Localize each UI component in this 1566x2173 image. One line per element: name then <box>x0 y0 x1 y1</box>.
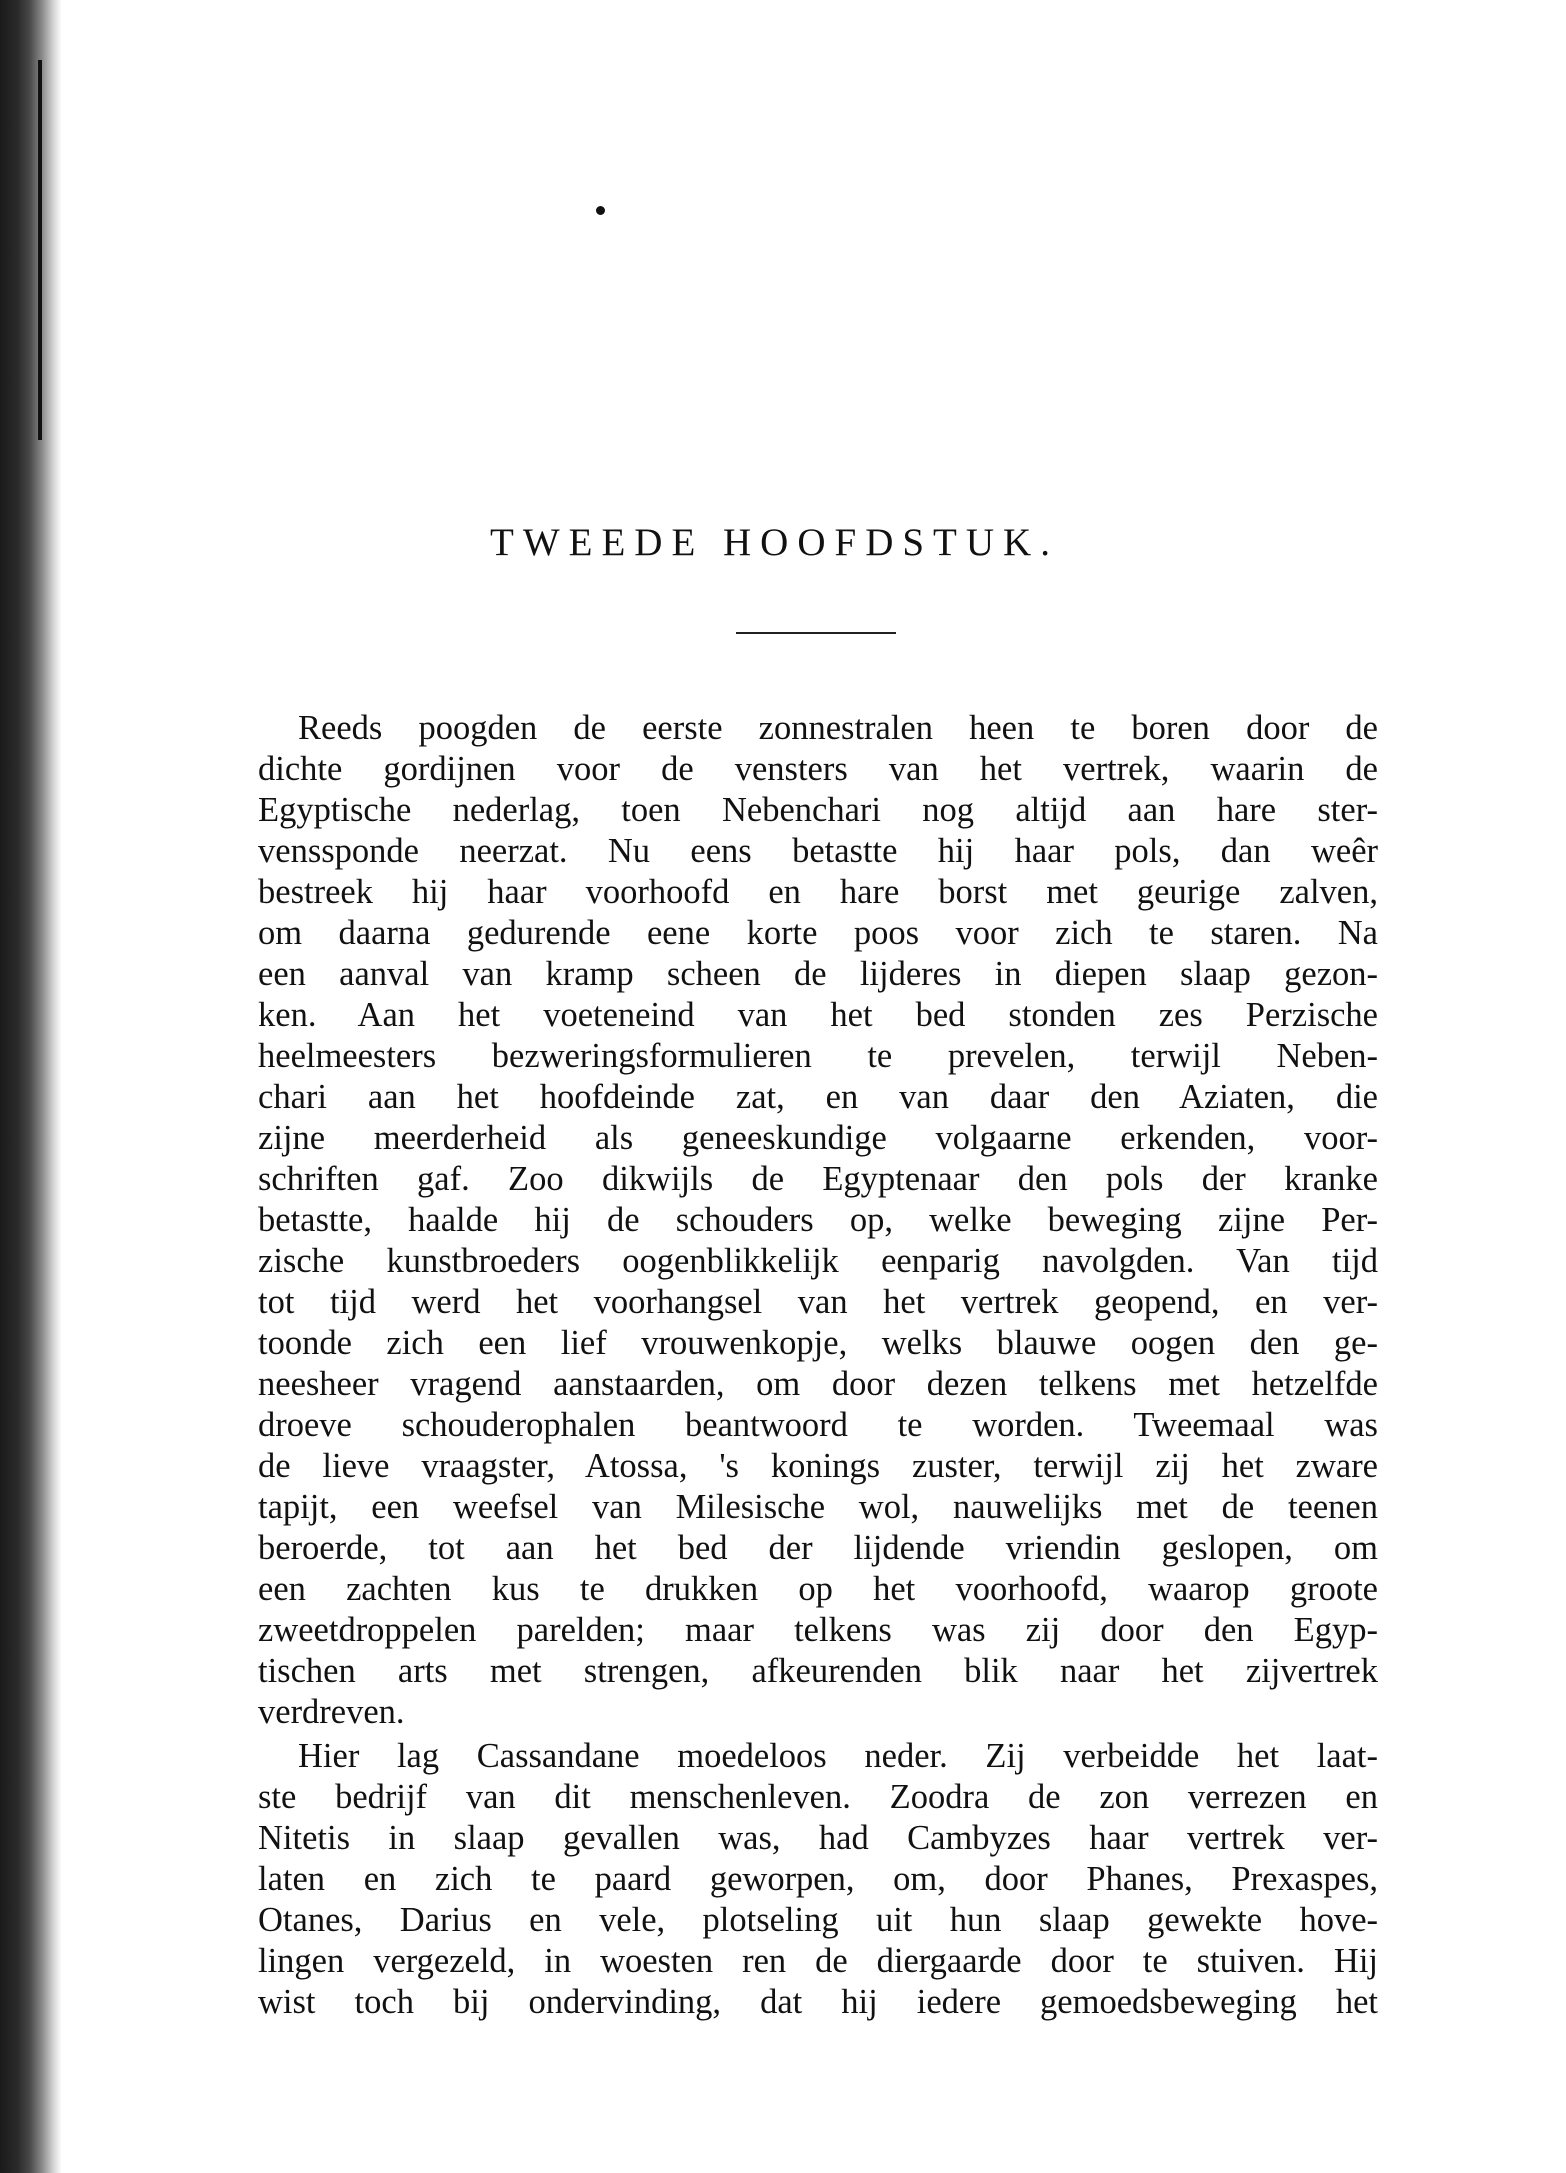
text-line: ken. Aan het voeteneind van het bed stonden zes Perzische <box>258 996 1378 1034</box>
text-line: verdreven. <box>258 1693 405 1731</box>
text-line: zijne meerderheid als geneeskundige volgaarne erkenden, voor- <box>258 1119 1378 1157</box>
text-line: bestreek hij haar voorhoofd en hare borst met geurige zalven, <box>258 873 1378 911</box>
text-line: om daarna gedurende eene korte poos voor zich te staren. Na <box>258 914 1378 952</box>
title-rule <box>736 632 896 634</box>
text-line: tot tijd werd het voorhangsel van het vertrek geopend, en ver- <box>258 1283 1378 1321</box>
text-line: chari aan het hoofdeinde zat, en van daar den Aziaten, die <box>258 1078 1378 1116</box>
ink-speck <box>596 206 605 215</box>
text-line: Egyptische nederlag, toen Nebenchari nog altijd aan hare ster- <box>258 791 1378 829</box>
text-line: betastte, haalde hij de schouders op, welke beweging zijne Per- <box>258 1201 1378 1239</box>
text-line: tapijt, een weefsel van Milesische wol, nauwelijks met de teenen <box>258 1488 1378 1526</box>
scan-binding-edge <box>0 0 62 2173</box>
chapter-title: TWEEDE HOOFDSTUK. <box>490 521 1059 564</box>
text-line: Otanes, Darius en vele, plotseling uit hun slaap gewekte hove- <box>258 1901 1378 1939</box>
paragraph-2 <box>258 1736 1378 2023</box>
text-line: lingen vergezeld, in woesten ren de diergaarde door te stuiven. Hij <box>258 1942 1378 1980</box>
scan-binding-line <box>38 60 42 440</box>
text-line: een zachten kus te drukken op het voorhoofd, waarop groote <box>258 1570 1378 1608</box>
text-line: zweetdroppelen parelden; maar telkens was zij door den Egyp- <box>258 1611 1378 1649</box>
text-line: Reeds poogden de eerste zonnestralen heen te boren door de <box>298 709 1378 747</box>
text-line: de lieve vraagster, Atossa, 's konings zuster, terwijl zij het zware <box>258 1447 1378 1485</box>
text-line: laten en zich te paard geworpen, om, door Phanes, Prexaspes, <box>258 1860 1378 1898</box>
text-line: ste bedrijf van dit menschenleven. Zoodra de zon verrezen en <box>258 1778 1378 1816</box>
text-line: een aanval van kramp scheen de lijderes in diepen slaap gezon- <box>258 955 1378 993</box>
text-line: dichte gordijnen voor de vensters van het vertrek, waarin de <box>258 750 1378 788</box>
text-line: venssponde neerzat. Nu eens betastte hij haar pols, dan weêr <box>258 832 1378 870</box>
text-line: zische kunstbroeders oogenblikkelijk eenparig navolgden. Van tijd <box>258 1242 1378 1280</box>
text-line: schriften gaf. Zoo dikwijls de Egyptenaar den pols der kranke <box>258 1160 1378 1198</box>
text-line: tischen arts met strengen, afkeurenden blik naar het zijvertrek <box>258 1652 1378 1690</box>
text-line: neesheer vragend aanstaarden, om door dezen telkens met hetzelfde <box>258 1365 1378 1403</box>
text-line: heelmeesters bezweringsformulieren te prevelen, terwijl Neben- <box>258 1037 1378 1075</box>
text-line: beroerde, tot aan het bed der lijdende vriendin geslopen, om <box>258 1529 1378 1567</box>
text-line: Hier lag Cassandane moedeloos neder. Zij verbeidde het laat- <box>298 1737 1378 1775</box>
text-line: wist toch bij ondervinding, dat hij iedere gemoedsbeweging het <box>258 1983 1378 2021</box>
body-text <box>258 708 1378 2023</box>
text-line: toonde zich een lief vrouwenkopje, welks blauwe oogen den ge- <box>258 1324 1378 1362</box>
text-line: Nitetis in slaap gevallen was, had Cambyzes haar vertrek ver- <box>258 1819 1378 1857</box>
text-line: droeve schouderophalen beantwoord te worden. Tweemaal was <box>258 1406 1378 1444</box>
paragraph-1 <box>258 708 1378 1733</box>
